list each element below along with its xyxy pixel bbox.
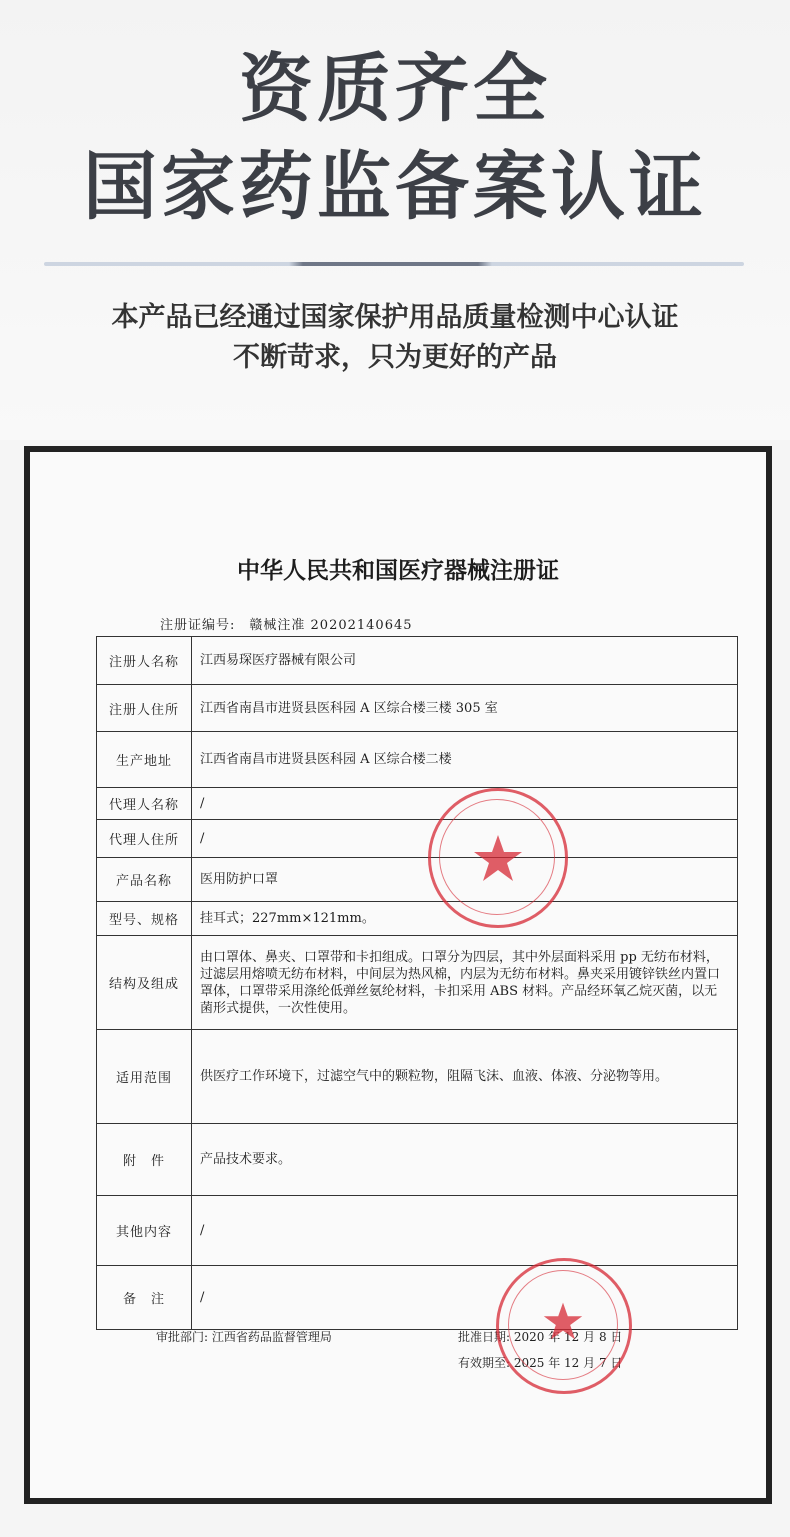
hero-header <box>0 0 790 440</box>
row-value: / <box>192 820 738 858</box>
registration-number-value: 赣械注准 20202140645 <box>249 618 413 633</box>
row-label: 附 件 <box>97 1124 192 1196</box>
row-value: 江西省南昌市进贤县医科园 A 区综合楼三楼 305 室 <box>192 685 738 732</box>
subtitle-line-2: 不断苛求，只为更好的产品 <box>233 342 557 373</box>
certificate-document <box>30 452 766 1498</box>
table-row <box>97 685 738 732</box>
seal-star-icon <box>473 833 523 883</box>
row-value: 医用防护口罩 <box>192 858 738 902</box>
registration-number <box>160 614 427 633</box>
row-label: 结构及组成 <box>97 936 192 1030</box>
row-label: 注册人名称 <box>97 637 192 685</box>
company-seal <box>428 788 568 928</box>
table-row <box>97 858 738 902</box>
row-value: 挂耳式；227mm×121mm。 <box>192 902 738 936</box>
row-label: 代理人名称 <box>97 788 192 820</box>
approval-department-value: 江西省药品监督管理局 <box>211 1330 332 1344</box>
table-row <box>97 936 738 1030</box>
row-label: 适用范围 <box>97 1030 192 1124</box>
headline-certification: 国家药监备案认证 <box>83 144 707 230</box>
row-value: 产品技术要求。 <box>192 1124 738 1196</box>
headline-qualifications: 资质齐全 <box>239 46 551 132</box>
certificate-title: 中华人民共和国医疗器械注册证 <box>237 557 559 584</box>
row-value: 江西易琛医疗器械有限公司 <box>192 637 738 685</box>
row-label: 备 注 <box>97 1266 192 1330</box>
approval-date-value: 2020 年 12 月 8 日 <box>513 1330 623 1344</box>
approval-department <box>156 1328 332 1345</box>
table-row <box>97 637 738 685</box>
row-label: 代理人住所 <box>97 820 192 858</box>
row-value: 江西省南昌市进贤县医科园 A 区综合楼二楼 <box>192 732 738 788</box>
approval-date-label: 批准日期: <box>458 1330 511 1344</box>
row-value: 供医疗工作环境下，过滤空气中的颗粒物，阻隔飞沫、血液、体液、分泌物等用。 <box>192 1030 738 1124</box>
valid-until-label: 有效期至: <box>458 1356 511 1370</box>
table-row <box>97 1196 738 1266</box>
table-row <box>97 902 738 936</box>
row-value: / <box>192 788 738 820</box>
table-row <box>97 820 738 858</box>
row-label: 注册人住所 <box>97 685 192 732</box>
row-value: / <box>192 1266 738 1330</box>
row-label: 型号、规格 <box>97 902 192 936</box>
table-row <box>97 788 738 820</box>
valid-until-value: 2025 年 12 月 7 日 <box>513 1356 623 1370</box>
table-row <box>97 1124 738 1196</box>
subtitle-line-1: 本产品已经通过国家保护用品质量检测中心认证 <box>111 302 679 333</box>
approval-department-label: 审批部门: <box>156 1330 209 1344</box>
row-value: 由口罩体、鼻夹、口罩带和卡扣组成。口罩分为四层，其中外层面料采用 pp 无纺布材料，过滤层用熔喷无纺布材料，中间层为热风棉，内层为无纺布材料。鼻夹采用镀锌铁丝内置口罩体，口罩带采用涤纶低弹丝氨纶材料，卡扣采用 ABS 材料。产品经环氧乙烷灭菌，以无菌形式提供，一次性使用。 <box>192 936 738 1030</box>
table-row <box>97 1266 738 1330</box>
table-row <box>97 1030 738 1124</box>
row-value: / <box>192 1196 738 1266</box>
row-label: 生产地址 <box>97 732 192 788</box>
seal-star-icon <box>543 1301 583 1341</box>
row-label: 产品名称 <box>97 858 192 902</box>
divider <box>44 262 744 266</box>
table-row <box>97 732 738 788</box>
registration-number-label: 注册证编号: <box>160 618 236 633</box>
certificate-table <box>96 636 738 1330</box>
row-label: 其他内容 <box>97 1196 192 1266</box>
authority-seal <box>496 1258 632 1394</box>
